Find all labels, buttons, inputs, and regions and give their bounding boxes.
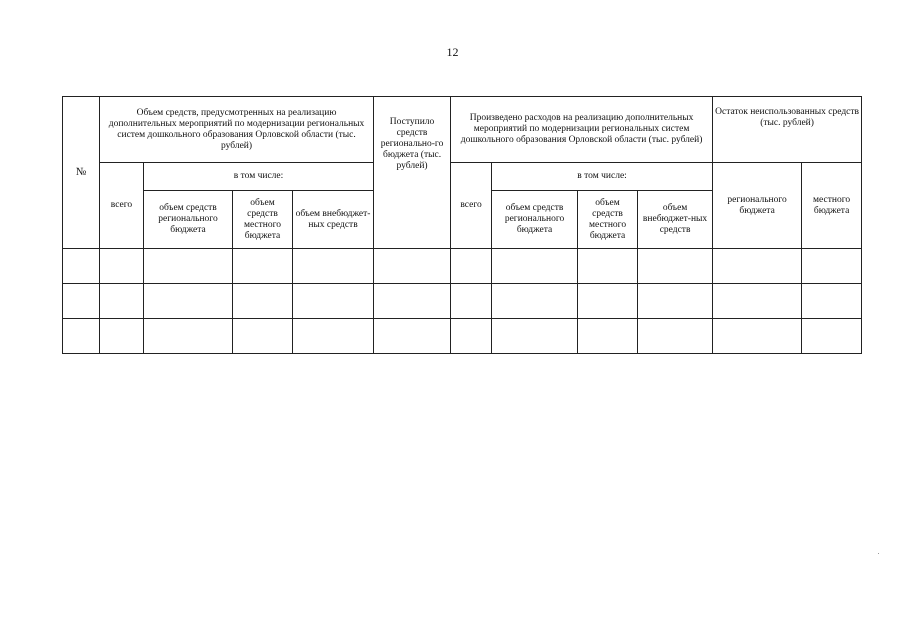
table-cell [293, 284, 374, 319]
table-cell [63, 319, 100, 354]
received-funds-header: Поступило средств регионально-го бюджета (тыс. рублей) [374, 97, 451, 249]
table-cell [492, 319, 578, 354]
table-cell [374, 284, 451, 319]
table-row [63, 284, 862, 319]
table-cell [63, 284, 100, 319]
table-cell [233, 249, 293, 284]
table-cell [578, 319, 638, 354]
planned-funds-group-header: Объем средств, предусмотренных на реализацию дополнительных мероприятий по модернизации региональных систем дошкольного образования Орловской области (тыс. рублей) [100, 97, 374, 163]
spent-funds-group-header: Произведено расходов на реализацию дополнительных мероприятий по модернизации региональных систем дошкольного образования Орловской области (тыс. рублей) [451, 97, 713, 163]
page-number: 12 [446, 45, 459, 59]
planned-extrabudget-header: объем внебюджет-ных средств [293, 191, 374, 249]
table-cell [144, 284, 233, 319]
col-number-header: № [63, 97, 100, 249]
table-cell [802, 284, 862, 319]
table-cell [802, 319, 862, 354]
table-cell [638, 284, 713, 319]
table-cell [100, 284, 144, 319]
table-row [63, 319, 862, 354]
header-row-including [63, 163, 862, 191]
planned-including-header: в том числе: [144, 163, 374, 191]
table-cell [713, 284, 802, 319]
table-cell [451, 319, 492, 354]
table-cell [451, 249, 492, 284]
table-cell [293, 249, 374, 284]
table-cell [638, 249, 713, 284]
table-cell [578, 249, 638, 284]
spent-regional-header: объем средств регионального бюджета [492, 191, 578, 249]
table-cell [713, 319, 802, 354]
remainder-group-header: Остаток неиспользованных средств (тыс. рублей) [713, 97, 862, 163]
table-cell [492, 284, 578, 319]
table-cell [374, 249, 451, 284]
planned-total-header: всего [100, 163, 144, 249]
spent-extrabudget-header: объем внебюджет-ных средств [638, 191, 713, 249]
table-row [63, 249, 862, 284]
table-cell [233, 319, 293, 354]
table-cell [713, 249, 802, 284]
table-cell [100, 319, 144, 354]
table-cell [144, 319, 233, 354]
table-cell [63, 249, 100, 284]
spent-total-header: всего [451, 163, 492, 249]
remainder-regional-header: регионального бюджета [713, 163, 802, 249]
table-cell [492, 249, 578, 284]
spent-including-header: в том числе: [492, 163, 713, 191]
scan-speck [878, 553, 879, 554]
table-cell [451, 284, 492, 319]
table-cell [638, 319, 713, 354]
remainder-local-header: местного бюджета [802, 163, 862, 249]
table-cell [374, 319, 451, 354]
table-cell [802, 249, 862, 284]
table-cell [293, 319, 374, 354]
header-row-groups [63, 97, 862, 163]
table-cell [144, 249, 233, 284]
planned-regional-header: объем средств регионального бюджета [144, 191, 233, 249]
table-cell [233, 284, 293, 319]
planned-local-header: объем средств местного бюджета [233, 191, 293, 249]
table-cell [100, 249, 144, 284]
funds-report-table [62, 96, 862, 354]
spent-local-header: объем средств местного бюджета [578, 191, 638, 249]
table-cell [578, 284, 638, 319]
